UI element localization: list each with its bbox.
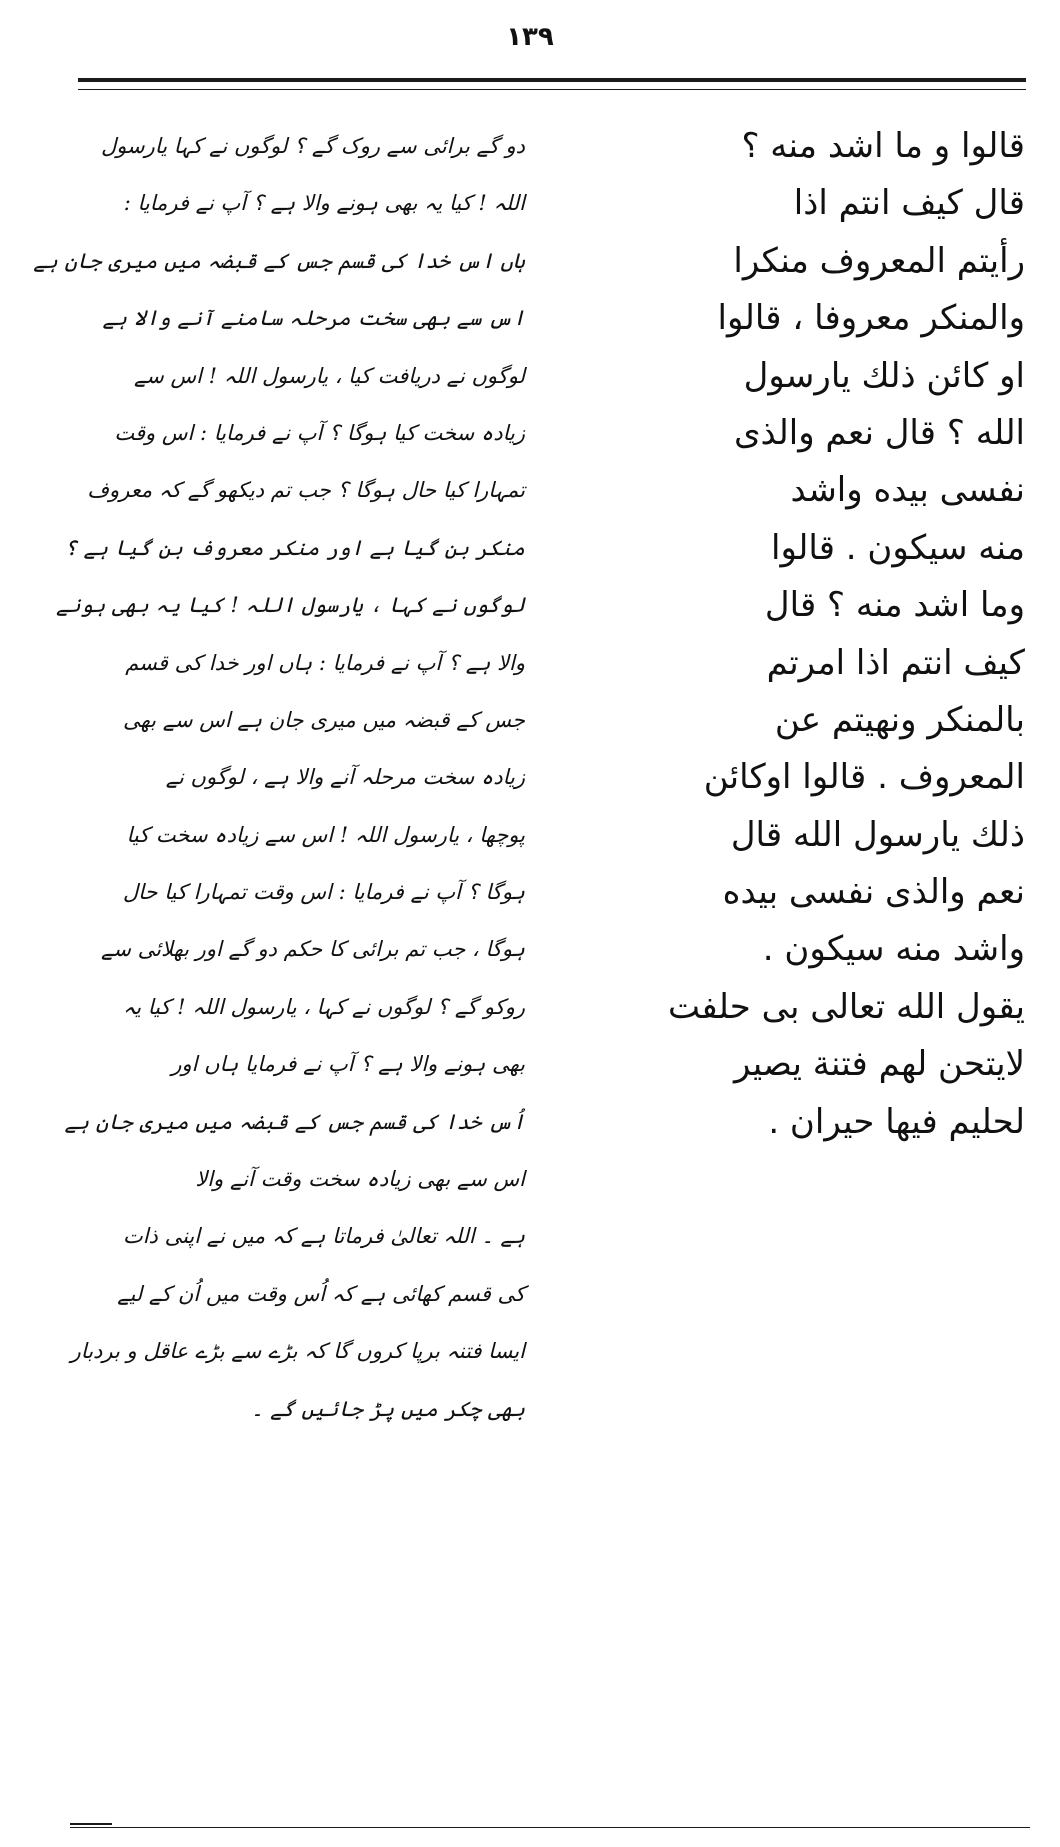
header-rule-thick — [78, 78, 1026, 82]
urdu-text-line: ہے ۔ اللہ تعالیٰ فرماتا ہے کہ میں نے اپنی ذات — [122, 1224, 525, 1249]
urdu-text-line: اللہ ! کیا یہ بھی ہونے والا ہے ؟ آپ نے فرمایا : — [123, 191, 525, 216]
arabic-text-line: رأيتم المعروف منكرا — [733, 240, 1025, 281]
arabic-text-column — [545, 118, 1025, 1151]
arabic-text-line: نعم والذى نفسى بيده — [722, 872, 1025, 913]
header-rule-thin — [78, 89, 1026, 90]
urdu-text-line: ہوگا ، جب تم برائی کا حکم دو گے اور بھلائی سے — [101, 937, 525, 962]
arabic-text-line: قال كيف انتم اذا — [793, 183, 1025, 224]
urdu-text-line: لوگوں نے دریافت کیا ، یارسول اللہ ! اس سے — [133, 363, 525, 388]
footer-rule — [70, 1827, 1030, 1828]
arabic-text-line: المعروف . قالوا اوكائن — [703, 757, 1025, 798]
footer-rule-stub — [70, 1823, 112, 1825]
urdu-text-line: ہوگا ؟ آپ نے فرمایا : اس وقت تمہارا کیا حال — [122, 880, 525, 905]
arabic-text-line: بالمنكر ونهيتم عن — [774, 699, 1025, 740]
urdu-text-line: کی قسم کھائی ہے کہ اُس وقت میں اُن کے لیے — [117, 1281, 525, 1306]
arabic-text-line: لحليم فيها حيران . — [768, 1101, 1025, 1142]
urdu-text-line: زیادہ سخت مرحلہ آنے والا ہے ، لوگوں نے — [165, 765, 525, 790]
urdu-text-line: بھی ہونے والا ہے ؟ آپ نے فرمایا ہاں اور — [171, 1052, 525, 1077]
arabic-text-line: كيف انتم اذا امرتم — [766, 642, 1025, 683]
urdu-text-line: بھی چکر میں پڑ جائیں گے ۔ — [251, 1396, 525, 1421]
urdu-text-line: والا ہے ؟ آپ نے فرمایا : ہاں اور خدا کی قسم — [125, 650, 525, 675]
arabic-text-line: ذلك يارسول الله قال — [730, 814, 1025, 855]
urdu-text-line: اس سے بھی زیادہ سخت وقت آنے والا — [195, 1167, 525, 1192]
arabic-text-line: الله ؟ قال نعم والذى — [733, 412, 1025, 453]
arabic-text-line: منه سيكون . قالوا — [771, 527, 1025, 568]
urdu-text-line: اُس خدا کی قسم جس کے قبضہ میں میری جان ہے — [64, 1109, 525, 1134]
urdu-text-line: روکو گے ؟ لوگوں نے کہا ، یارسول اللہ ! کیا یہ — [122, 994, 525, 1019]
arabic-text-line: يقول الله تعالى بى حلفت — [667, 986, 1025, 1027]
arabic-text-line: والمنكر معروفا ، قالوا — [717, 298, 1025, 339]
page-number: ۱۳۹ — [506, 22, 554, 52]
arabic-text-line: نفسى بيده واشد — [790, 470, 1025, 511]
urdu-text-line: جس کے قبضہ میں میری جان ہے اس سے بھی — [122, 707, 525, 732]
arabic-text-line: قالوا و ما اشد منه ؟ — [741, 126, 1025, 166]
urdu-text-line: ایسا فتنہ برپا کروں گا کہ بڑے سے بڑے عاقل و بردبار — [70, 1339, 525, 1364]
arabic-text-line: او كائن ذلك يارسول — [743, 355, 1025, 396]
arabic-text-line: واشد منه سيكون . — [762, 929, 1025, 970]
urdu-text-line: زیادہ سخت کیا ہوگا ؟ آپ نے فرمایا : اس وقت — [114, 420, 525, 445]
urdu-text-line: دو گے برائی سے روک گے ؟ لوگوں نے کہا یارسول — [100, 134, 525, 158]
arabic-text-line: لايتحن لهم فتنة يصير — [734, 1044, 1025, 1085]
urdu-text-line: اس سے بھی سخت مرحلہ سامنے آنے والا ہے — [102, 306, 525, 331]
urdu-text-line: ہاں اس خدا کی قسم جس کے قبضہ میں میری جان ہے — [33, 248, 525, 273]
urdu-text-line: پوچھا ، یارسول اللہ ! اس سے زیادہ سخت کیا — [126, 822, 525, 847]
urdu-text-line: لوگوں نے کہا ، یارسول اللہ ! کیا یہ بھی ہونے — [56, 593, 525, 618]
urdu-text-line: تمہارا کیا حال ہوگا ؟ جب تم دیکھو گے کہ معروف — [87, 478, 525, 503]
urdu-text-line: منکر بن گیا ہے اور منکر معروف بن گیا ہے ؟ — [64, 535, 525, 560]
urdu-translation-column — [33, 118, 525, 1438]
arabic-text-line: وما اشد منه ؟ قال — [764, 585, 1025, 626]
